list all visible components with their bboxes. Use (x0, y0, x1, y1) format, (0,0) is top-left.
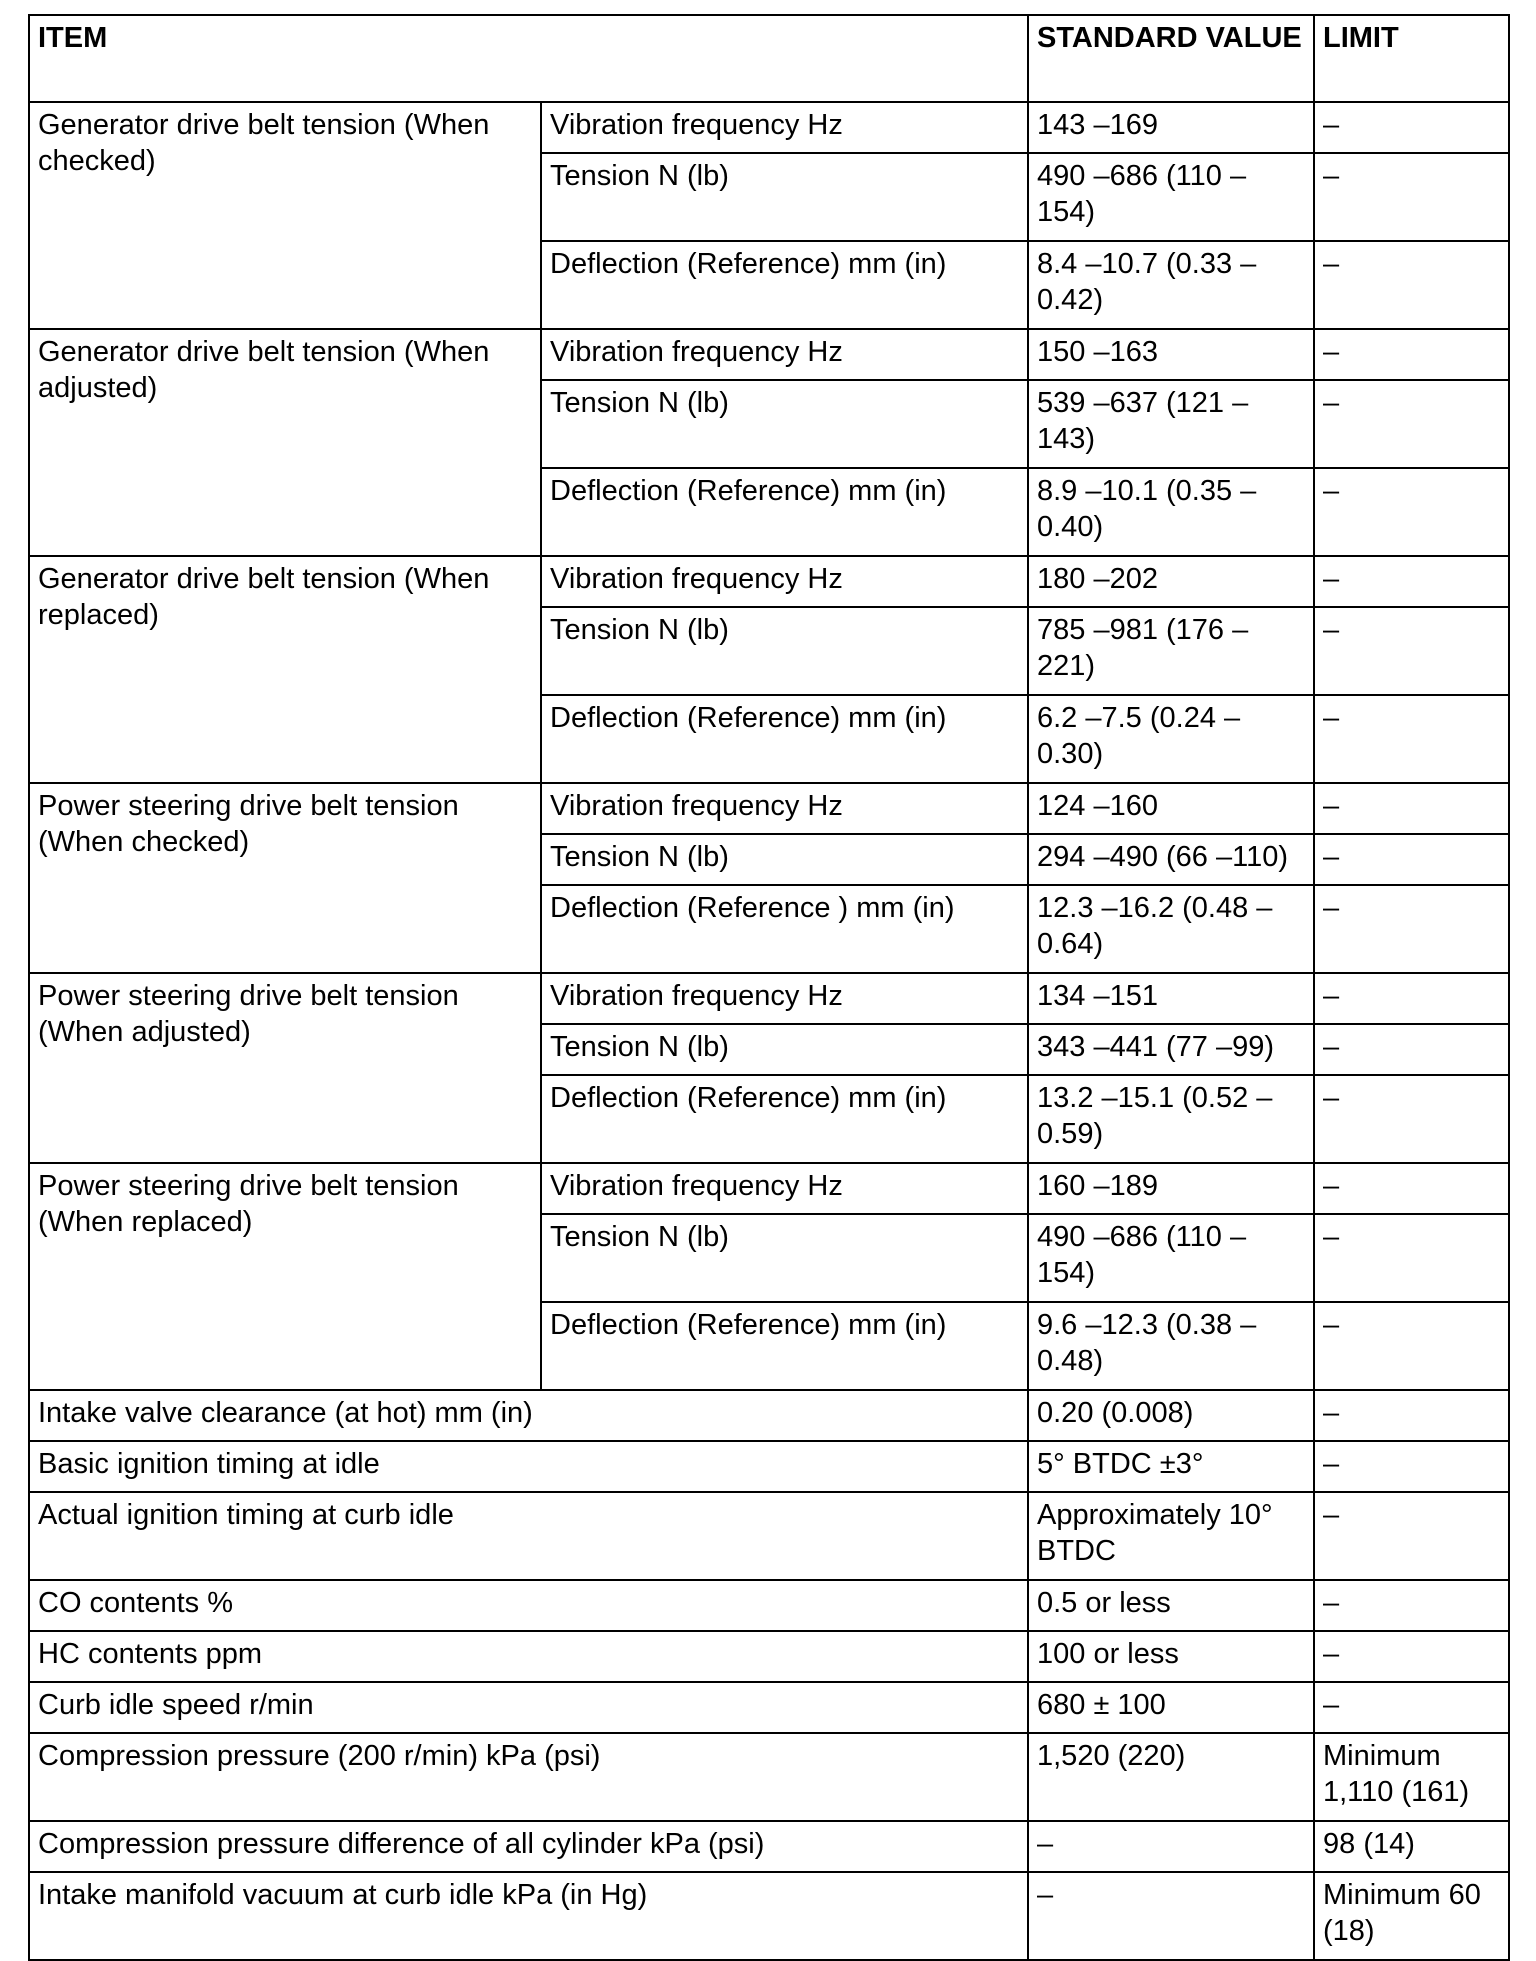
standard-value: 8.9 –10.1 (0.35 – 0.40) (1028, 468, 1314, 556)
item-label: Intake manifold vacuum at curb idle kPa (in Hg) (29, 1872, 1028, 1960)
group-item-label: Power steering drive belt tension (When adjusted) (29, 973, 541, 1163)
item-label: Curb idle speed r/min (29, 1682, 1028, 1733)
table-row (29, 1821, 1509, 1872)
table-row (29, 556, 1509, 607)
header-row (29, 15, 1509, 102)
group-item-label: Generator drive belt tension (When replaced) (29, 556, 541, 783)
standard-value: 539 –637 (121 – 143) (1028, 380, 1314, 468)
limit-value: Minimum 1,110 (161) (1314, 1733, 1509, 1821)
standard-value: 490 –686 (110 – 154) (1028, 153, 1314, 241)
sub-item-label: Tension N (lb) (541, 153, 1028, 241)
sub-item-label: Vibration frequency Hz (541, 329, 1028, 380)
limit-value: – (1314, 834, 1509, 885)
standard-value: 134 –151 (1028, 973, 1314, 1024)
table-row (29, 1682, 1509, 1733)
group-item-label: Power steering drive belt tension (When replaced) (29, 1163, 541, 1390)
limit-value: – (1314, 1024, 1509, 1075)
group-item-label: Power steering drive belt tension (When checked) (29, 783, 541, 973)
sub-item-label: Tension N (lb) (541, 1214, 1028, 1302)
sub-item-label: Deflection (Reference ) mm (in) (541, 885, 1028, 973)
sub-item-label: Deflection (Reference) mm (in) (541, 1302, 1028, 1390)
item-label: CO contents % (29, 1580, 1028, 1631)
standard-value: 9.6 –12.3 (0.38 – 0.48) (1028, 1302, 1314, 1390)
sub-item-label: Tension N (lb) (541, 834, 1028, 885)
standard-value: 785 –981 (176 – 221) (1028, 607, 1314, 695)
header-item: ITEM (29, 15, 1028, 102)
group-item-label: Generator drive belt tension (When checked) (29, 102, 541, 329)
sub-item-label: Vibration frequency Hz (541, 783, 1028, 834)
sub-item-label: Vibration frequency Hz (541, 556, 1028, 607)
standard-value: – (1028, 1821, 1314, 1872)
limit-value: – (1314, 329, 1509, 380)
group-item-label: Generator drive belt tension (When adjusted) (29, 329, 541, 556)
standard-value: 180 –202 (1028, 556, 1314, 607)
standard-value: 100 or less (1028, 1631, 1314, 1682)
limit-value: – (1314, 1163, 1509, 1214)
sub-item-label: Tension N (lb) (541, 1024, 1028, 1075)
limit-value: – (1314, 1492, 1509, 1580)
limit-value: – (1314, 468, 1509, 556)
limit-value: – (1314, 556, 1509, 607)
standard-value: 5° BTDC ±3° (1028, 1441, 1314, 1492)
standard-value: 0.20 (0.008) (1028, 1390, 1314, 1441)
standard-value: – (1028, 1872, 1314, 1960)
standard-value: 1,520 (220) (1028, 1733, 1314, 1821)
header-limit: LIMIT (1314, 15, 1509, 102)
header-standard-value: STANDARD VALUE (1028, 15, 1314, 102)
standard-value: 6.2 –7.5 (0.24 – 0.30) (1028, 695, 1314, 783)
table-row (29, 1441, 1509, 1492)
table-row (29, 973, 1509, 1024)
standard-value: 343 –441 (77 –99) (1028, 1024, 1314, 1075)
sub-item-label: Tension N (lb) (541, 607, 1028, 695)
standard-value: 680 ± 100 (1028, 1682, 1314, 1733)
item-label: Intake valve clearance (at hot) mm (in) (29, 1390, 1028, 1441)
limit-value: – (1314, 1580, 1509, 1631)
standard-value: 8.4 –10.7 (0.33 – 0.42) (1028, 241, 1314, 329)
limit-value: – (1314, 241, 1509, 329)
item-label: Compression pressure (200 r/min) kPa (psi) (29, 1733, 1028, 1821)
standard-value: 490 –686 (110 – 154) (1028, 1214, 1314, 1302)
limit-value: – (1314, 1075, 1509, 1163)
item-label: Basic ignition timing at idle (29, 1441, 1028, 1492)
limit-value: – (1314, 607, 1509, 695)
table-row (29, 783, 1509, 834)
standard-value: 124 –160 (1028, 783, 1314, 834)
limit-value: – (1314, 102, 1509, 153)
item-label: HC contents ppm (29, 1631, 1028, 1682)
standard-value: 160 –189 (1028, 1163, 1314, 1214)
standard-value: 294 –490 (66 –110) (1028, 834, 1314, 885)
limit-value: – (1314, 1390, 1509, 1441)
limit-value: – (1314, 153, 1509, 241)
table-row (29, 329, 1509, 380)
limit-value: – (1314, 1441, 1509, 1492)
table-row (29, 102, 1509, 153)
limit-value: – (1314, 695, 1509, 783)
sub-item-label: Deflection (Reference) mm (in) (541, 1075, 1028, 1163)
standard-value: 150 –163 (1028, 329, 1314, 380)
limit-value: – (1314, 380, 1509, 468)
standard-value: 13.2 –15.1 (0.52 – 0.59) (1028, 1075, 1314, 1163)
table-row (29, 1163, 1509, 1214)
limit-value: Minimum 60 (18) (1314, 1872, 1509, 1960)
sub-item-label: Deflection (Reference) mm (in) (541, 468, 1028, 556)
sub-item-label: Deflection (Reference) mm (in) (541, 241, 1028, 329)
standard-value: 143 –169 (1028, 102, 1314, 153)
sub-item-label: Tension N (lb) (541, 380, 1028, 468)
item-label: Actual ignition timing at curb idle (29, 1492, 1028, 1580)
limit-value: 98 (14) (1314, 1821, 1509, 1872)
limit-value: – (1314, 1302, 1509, 1390)
table-row (29, 1580, 1509, 1631)
limit-value: – (1314, 1682, 1509, 1733)
table-row (29, 1733, 1509, 1821)
specification-table (28, 14, 1510, 1961)
limit-value: – (1314, 973, 1509, 1024)
sub-item-label: Deflection (Reference) mm (in) (541, 695, 1028, 783)
item-label: Compression pressure difference of all cylinder kPa (psi) (29, 1821, 1028, 1872)
table-row (29, 1872, 1509, 1960)
limit-value: – (1314, 1214, 1509, 1302)
standard-value: 12.3 –16.2 (0.48 – 0.64) (1028, 885, 1314, 973)
table-row (29, 1390, 1509, 1441)
limit-value: – (1314, 783, 1509, 834)
table-row (29, 1631, 1509, 1682)
limit-value: – (1314, 1631, 1509, 1682)
sub-item-label: Vibration frequency Hz (541, 973, 1028, 1024)
standard-value: 0.5 or less (1028, 1580, 1314, 1631)
standard-value: Approximately 10° BTDC (1028, 1492, 1314, 1580)
limit-value: – (1314, 885, 1509, 973)
sub-item-label: Vibration frequency Hz (541, 1163, 1028, 1214)
sub-item-label: Vibration frequency Hz (541, 102, 1028, 153)
table-row (29, 1492, 1509, 1580)
